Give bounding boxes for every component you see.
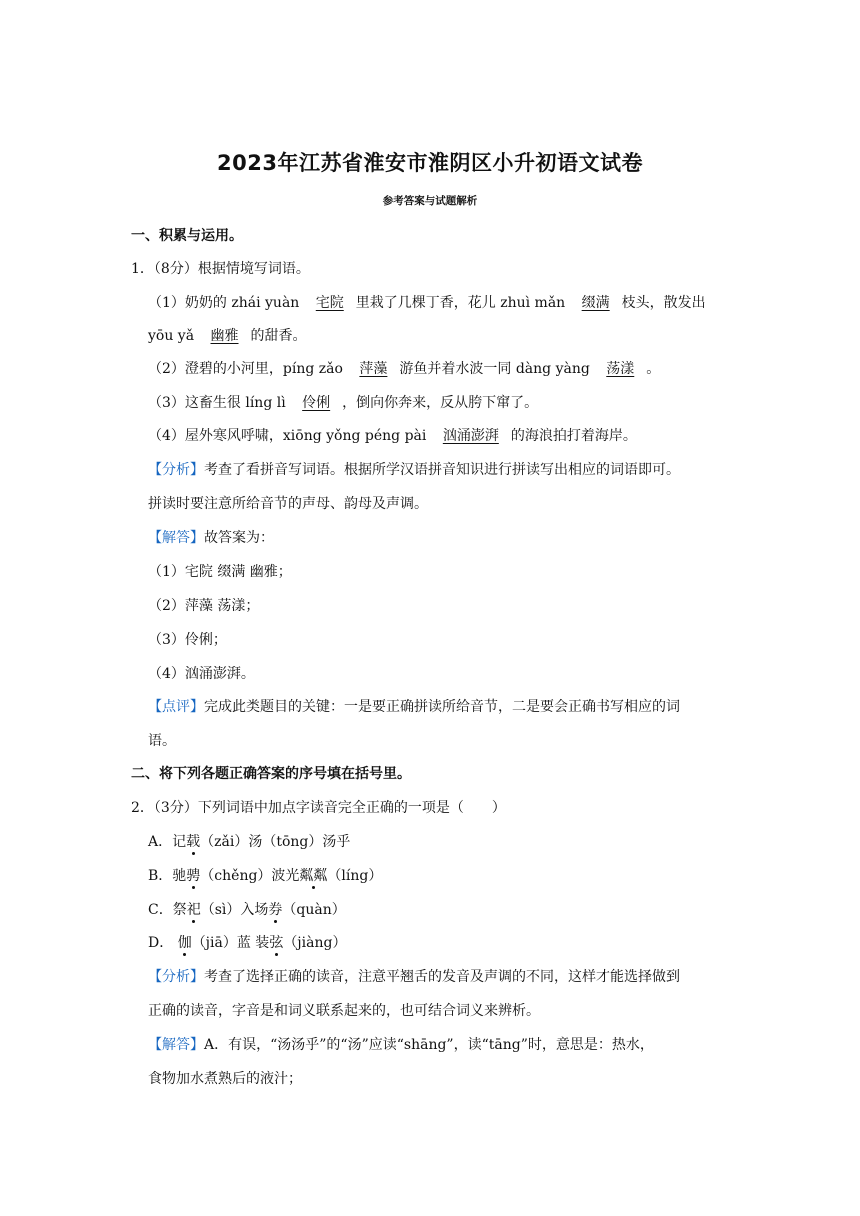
q2-answer-line-1 xyxy=(148,1035,654,1055)
q1-answer-line xyxy=(148,528,274,548)
q1-p3-text-b: ，倒向你奔来，反从胯下窜了。 xyxy=(342,395,539,411)
q1-p3-text-a: （3）这畜生很 líng lì xyxy=(148,395,291,411)
q1-answer-item: （4）汹涌澎湃。 xyxy=(148,666,255,682)
answer-blank: 汹涌澎湃 xyxy=(442,428,499,444)
option-d-mid: （jiā）蓝 装 xyxy=(191,935,270,951)
answer-blank: 萍藻 xyxy=(359,361,388,377)
q1-comment-line-1 xyxy=(148,697,680,717)
q1-answer-item: （1）宅院 缀满 幽雅； xyxy=(148,564,292,580)
option-b-mid: （chěng）波光 xyxy=(200,868,300,884)
q1-p2-text-b: 游鱼并着水波一同 dàng yàng xyxy=(399,361,595,377)
q1-p1-text-c: 枝头，散发出 xyxy=(621,295,706,311)
q1-analysis-line-2: 拼读时要注意所给音节的声母、韵母及声调。 xyxy=(148,496,428,512)
q1-p2-text-c: 。 xyxy=(646,361,661,377)
q1-p1-text-a: （1）奶奶的 zhái yuàn xyxy=(148,295,304,311)
dotted-char: 载 xyxy=(186,834,201,850)
option-c-post: （quàn） xyxy=(282,902,346,918)
answer-tag: 【解答】 xyxy=(148,530,204,546)
q2-answer-line-2: 食物加水煮熟后的液汁； xyxy=(148,1071,302,1087)
option-c-pre: C．祭 xyxy=(148,902,187,918)
option-d-post: （jiàng） xyxy=(283,935,347,951)
q1-comment-line-2: 语。 xyxy=(148,733,176,749)
option-b xyxy=(148,866,382,886)
dotted-char: 骋 xyxy=(186,868,201,884)
option-b-post: （líng） xyxy=(327,868,383,884)
dotted-char: 弦 xyxy=(269,935,284,951)
option-a-pre: A．记 xyxy=(148,834,187,850)
question-1-part-1-cont xyxy=(148,326,307,346)
analysis-tag: 【分析】 xyxy=(148,462,204,478)
page-title: 2023年江苏省淮安市淮阴区小升初语文试卷 xyxy=(217,151,643,175)
q1-answer-item: （2）萍藻 荡漾； xyxy=(148,598,260,614)
question-1-part-1 xyxy=(148,293,706,313)
answer-blank: 幽雅 xyxy=(210,328,239,344)
dotted-char: 券 xyxy=(268,902,283,918)
comment-text: 完成此类题目的关键：一是要正确拼读所给音节，二是要会正确书写相应的词 xyxy=(204,699,680,715)
option-a xyxy=(148,832,350,852)
answer-blank: 缀满 xyxy=(581,295,610,311)
dotted-char: 粼粼 xyxy=(299,868,328,884)
section-heading-2: 二、将下列各题正确答案的序号填在括号里。 xyxy=(131,766,411,782)
dotted-char: 祀 xyxy=(186,902,201,918)
analysis-text: 考查了看拼音写词语。根据所学汉语拼音知识进行拼读写出相应的词语即可。 xyxy=(204,462,680,478)
analysis-tag: 【分析】 xyxy=(148,969,204,985)
question-1-stem: 1．（8分）根据情境写词语。 xyxy=(131,261,310,277)
option-d-pre: D． xyxy=(148,935,174,951)
q2-analysis-line-1 xyxy=(148,967,680,987)
answer-blank: 荡漾 xyxy=(606,361,635,377)
dotted-char: 伽 xyxy=(177,935,192,951)
option-c xyxy=(148,900,346,920)
answer-blank: 宅院 xyxy=(315,295,344,311)
analysis-text: 考查了选择正确的读音，注意平翘舌的发音及声调的不同，这样才能选择做到 xyxy=(204,969,680,985)
q1-p4-text-b: 的海浪拍打着海岸。 xyxy=(510,428,637,444)
q1-analysis-line-1 xyxy=(148,460,680,480)
page-subtitle: 参考答案与试题解析 xyxy=(382,195,478,207)
answer-intro: 故答案为： xyxy=(204,530,274,546)
answer-text: A．有误，“汤汤乎”的“汤”应读“shāng”，读“tāng”时，意思是：热水， xyxy=(204,1037,654,1053)
option-b-pre: B．驰 xyxy=(148,868,187,884)
question-2-stem: 2．（3分）下列词语中加点字读音完全正确的一项是（ ） xyxy=(131,800,506,816)
answer-tag: 【解答】 xyxy=(148,1037,204,1053)
q1-p2-text-a: （2）澄碧的小河里，píng zǎo xyxy=(148,361,348,377)
q1-p1-text-b: 里栽了几棵丁香，花儿 zhuì mǎn xyxy=(355,295,570,311)
option-a-post: （zǎi）汤（tōng）汤乎 xyxy=(200,834,351,850)
answer-blank: 伶俐 xyxy=(302,395,331,411)
q1-answer-item: （3）伶俐； xyxy=(148,632,227,648)
option-d xyxy=(148,933,346,953)
question-1-part-2 xyxy=(148,359,660,379)
section-heading-1: 一、积累与运用。 xyxy=(131,228,243,244)
q1-p1b-text-a: yōu yǎ xyxy=(148,328,199,344)
question-1-part-3 xyxy=(148,393,538,413)
q2-analysis-line-2: 正确的读音，字音是和词义联系起来的，也可结合词义来辨析。 xyxy=(148,1003,540,1019)
question-1-part-4 xyxy=(148,426,637,446)
option-c-mid: （sì）入场 xyxy=(200,902,269,918)
q1-p1b-text-b: 的甜香。 xyxy=(250,328,307,344)
comment-tag: 【点评】 xyxy=(148,699,204,715)
q1-p4-text-a: （4）屋外寒风呼啸，xiōng yǒng péng pài xyxy=(148,428,431,444)
